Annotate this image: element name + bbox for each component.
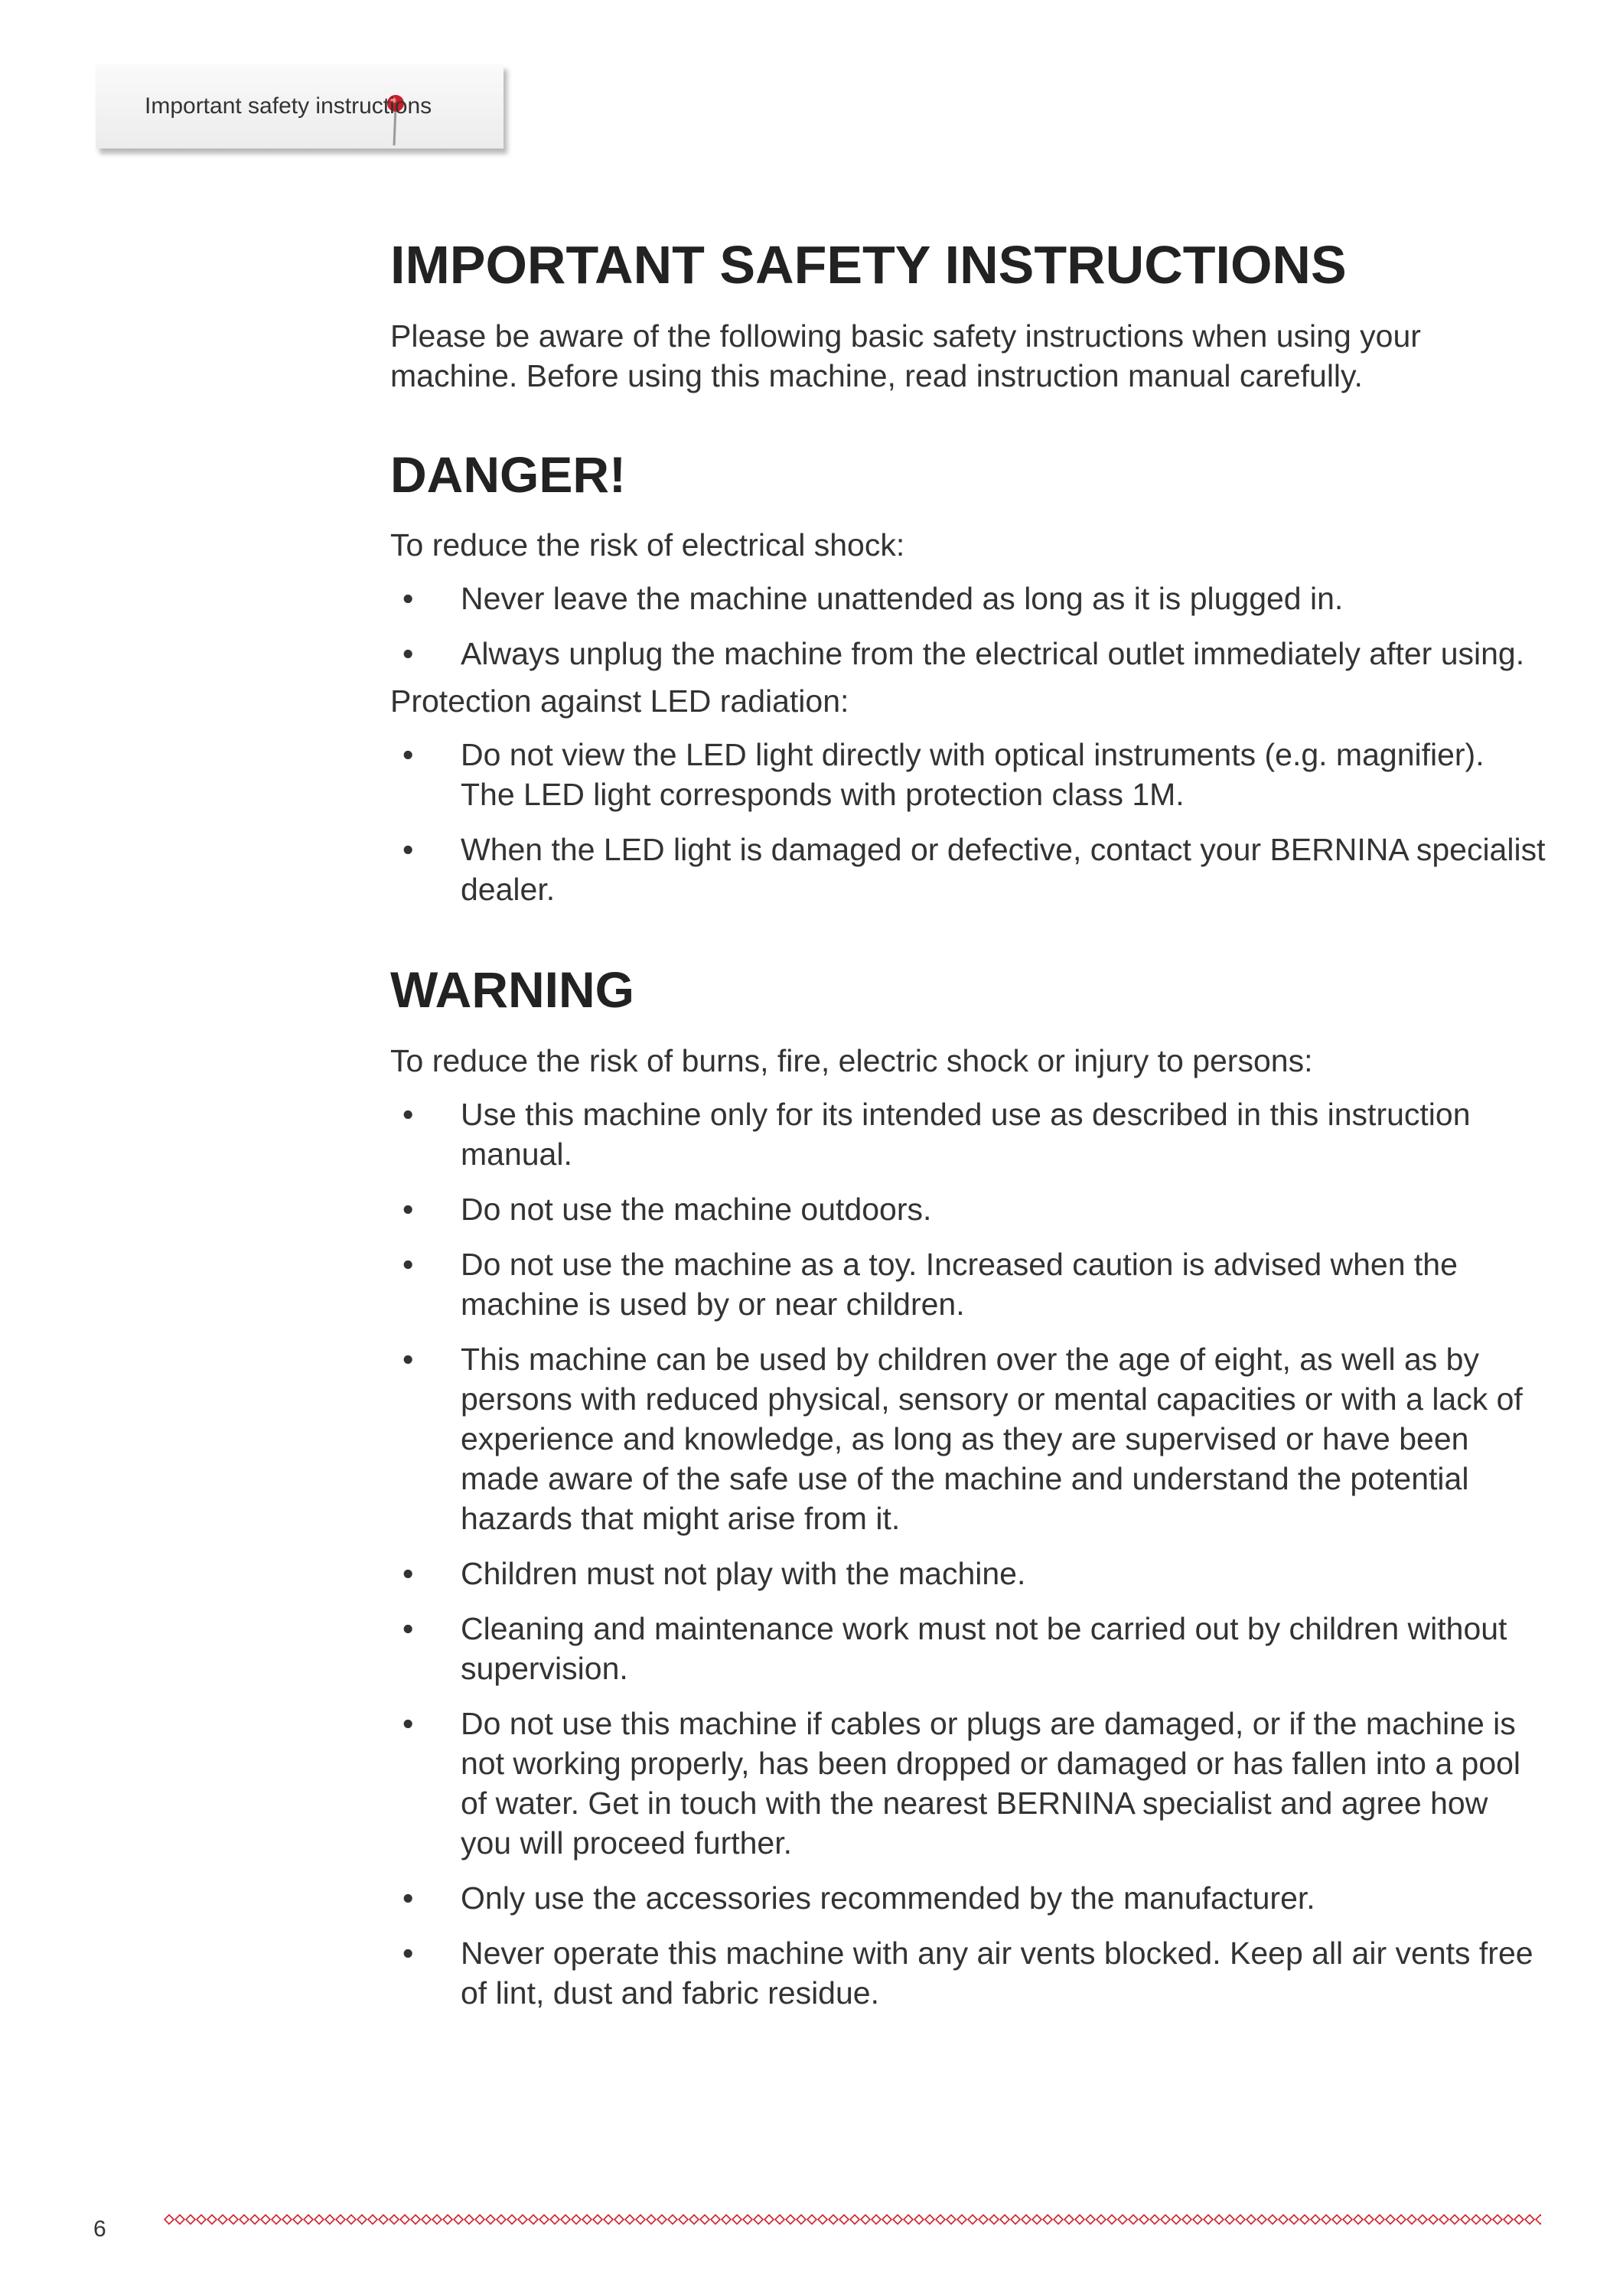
danger-heading: DANGER!	[390, 445, 626, 503]
main-content	[390, 234, 1546, 2028]
bullet-icon: •	[402, 1097, 414, 1133]
danger-led-list	[390, 735, 1546, 909]
warning-list	[390, 1094, 1546, 2013]
diamond-border-pattern	[164, 2212, 1541, 2227]
bullet-icon: •	[402, 1611, 414, 1647]
list-item: • Do not view the LED light directly with optical instruments (e.g. magnifier). The LED light corresponds with protection class 1M.	[390, 735, 1546, 814]
danger-led-lead: Protection against LED radiation:	[390, 683, 849, 719]
danger-shock-list	[390, 579, 1546, 673]
list-item: • Never leave the machine unattended as long as it is plugged in.	[390, 579, 1546, 618]
bullet-icon: •	[402, 1192, 414, 1228]
bullet-icon: •	[402, 1880, 414, 1916]
warning-lead: To reduce the risk of burns, fire, electric shock or injury to persons:	[390, 1043, 1313, 1079]
list-item: • Do not use the machine outdoors.	[390, 1189, 1546, 1229]
section-spacer	[390, 925, 1546, 961]
bullet-icon: •	[402, 1936, 414, 1971]
list-item: • Never operate this machine with any air vents blocked. Keep all air vents free of lint, dust and fabric residue.	[390, 1933, 1546, 2013]
bullet-icon: •	[402, 636, 414, 672]
bullet-icon: •	[402, 737, 414, 773]
list-item: • Do not use this machine if cables or plugs are damaged, or if the machine is not working properly, has been dropped or damaged or has fallen into a pool of water. Get in touch with the nearest BERNINA specialist and agree how you will proceed further.	[390, 1704, 1546, 1863]
page-number: 6	[93, 2216, 106, 2242]
list-item: • Cleaning and maintenance work must not be carried out by children without supervision.	[390, 1609, 1546, 1688]
list-item: • Use this machine only for its intended use as described in this instruction manual.	[390, 1094, 1546, 1174]
list-item: • When the LED light is damaged or defective, contact your BERNINA specialist dealer.	[390, 830, 1546, 909]
list-item: • Only use the accessories recommended by the manufacturer.	[390, 1878, 1546, 1918]
list-item: • This machine can be used by children over the age of eight, as well as by persons with reduced physical, sensory or mental capacities or with a lack of experience and knowledge, as long as they are supervised or have been made aware of the safe use of the machine and understand the potential hazards that might arise from it.	[390, 1339, 1546, 1538]
bullet-icon: •	[402, 581, 414, 617]
warning-heading: WARNING	[390, 961, 634, 1019]
danger-shock-lead: To reduce the risk of electrical shock:	[390, 527, 905, 563]
page-title: IMPORTANT SAFETY INSTRUCTIONS	[390, 235, 1347, 295]
list-item: • Children must not play with the machine.	[390, 1554, 1546, 1593]
bullet-icon: •	[402, 832, 414, 868]
list-item: • Do not use the machine as a toy. Increased caution is advised when the machine is used by or near children.	[390, 1244, 1546, 1324]
bullet-icon: •	[402, 1247, 414, 1283]
intro-paragraph: Please be aware of the following basic safety instructions when using your machine. Before using this machine, read instruction manual carefully.	[390, 318, 1421, 393]
header-tab	[96, 64, 504, 148]
bullet-icon: •	[402, 1706, 414, 1742]
header-tab-label: Important safety instructions	[145, 93, 432, 119]
bullet-icon: •	[402, 1556, 414, 1592]
list-item: • Always unplug the machine from the electrical outlet immediately after using.	[390, 634, 1546, 673]
bullet-icon: •	[402, 1342, 414, 1378]
